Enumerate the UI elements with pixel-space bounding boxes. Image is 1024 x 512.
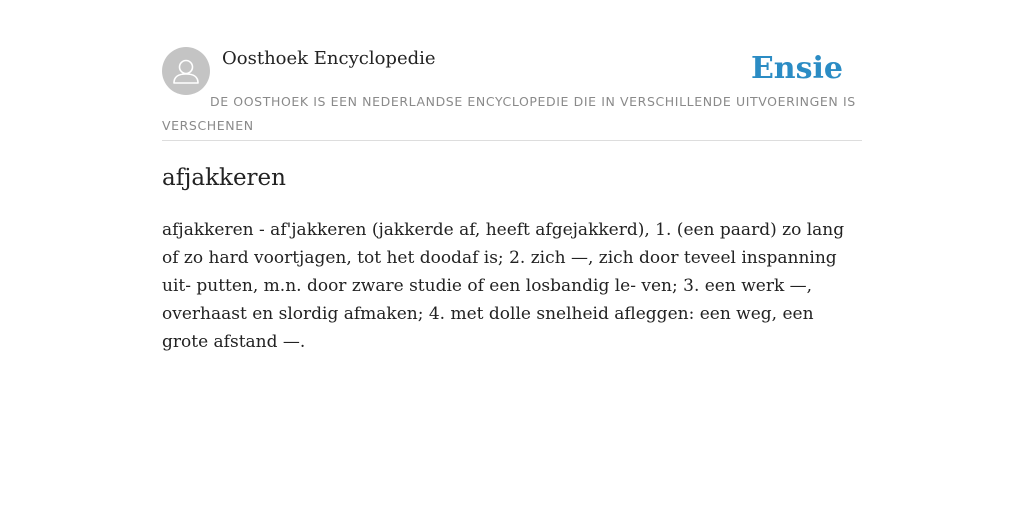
entry-title: afjakkeren — [162, 165, 286, 191]
page-container — [162, 40, 862, 352]
user-avatar-icon[interactable] — [162, 47, 210, 95]
user-silhouette-icon — [162, 47, 210, 95]
site-header — [162, 40, 862, 141]
entry-definition: afjakkeren - af'jakkeren (jakkerde af, heeft afgejakkerd), 1. (een paard) zo lang of zo hard voortjagen, tot het doodaf is; 2. zich —, zich door teveel inspanning uit- putten, m.n. door zware studie of een losbandig le- ven; 3. een werk —, overhaast en slordig afmaken; 4. met dolle snelheid afleggen: een weg, een grote afstand —. — [162, 220, 845, 352]
brand-logo[interactable]: Ensie — [750, 51, 843, 86]
site-name[interactable]: Oosthoek Encyclopedie — [222, 48, 436, 69]
site-description: DE OOSTHOEK IS EEN NEDERLANDSE ENCYCLOPEDIE DIE IN VERSCHILLENDE UITVOERINGEN IS VERSCHENEN — [162, 94, 856, 133]
